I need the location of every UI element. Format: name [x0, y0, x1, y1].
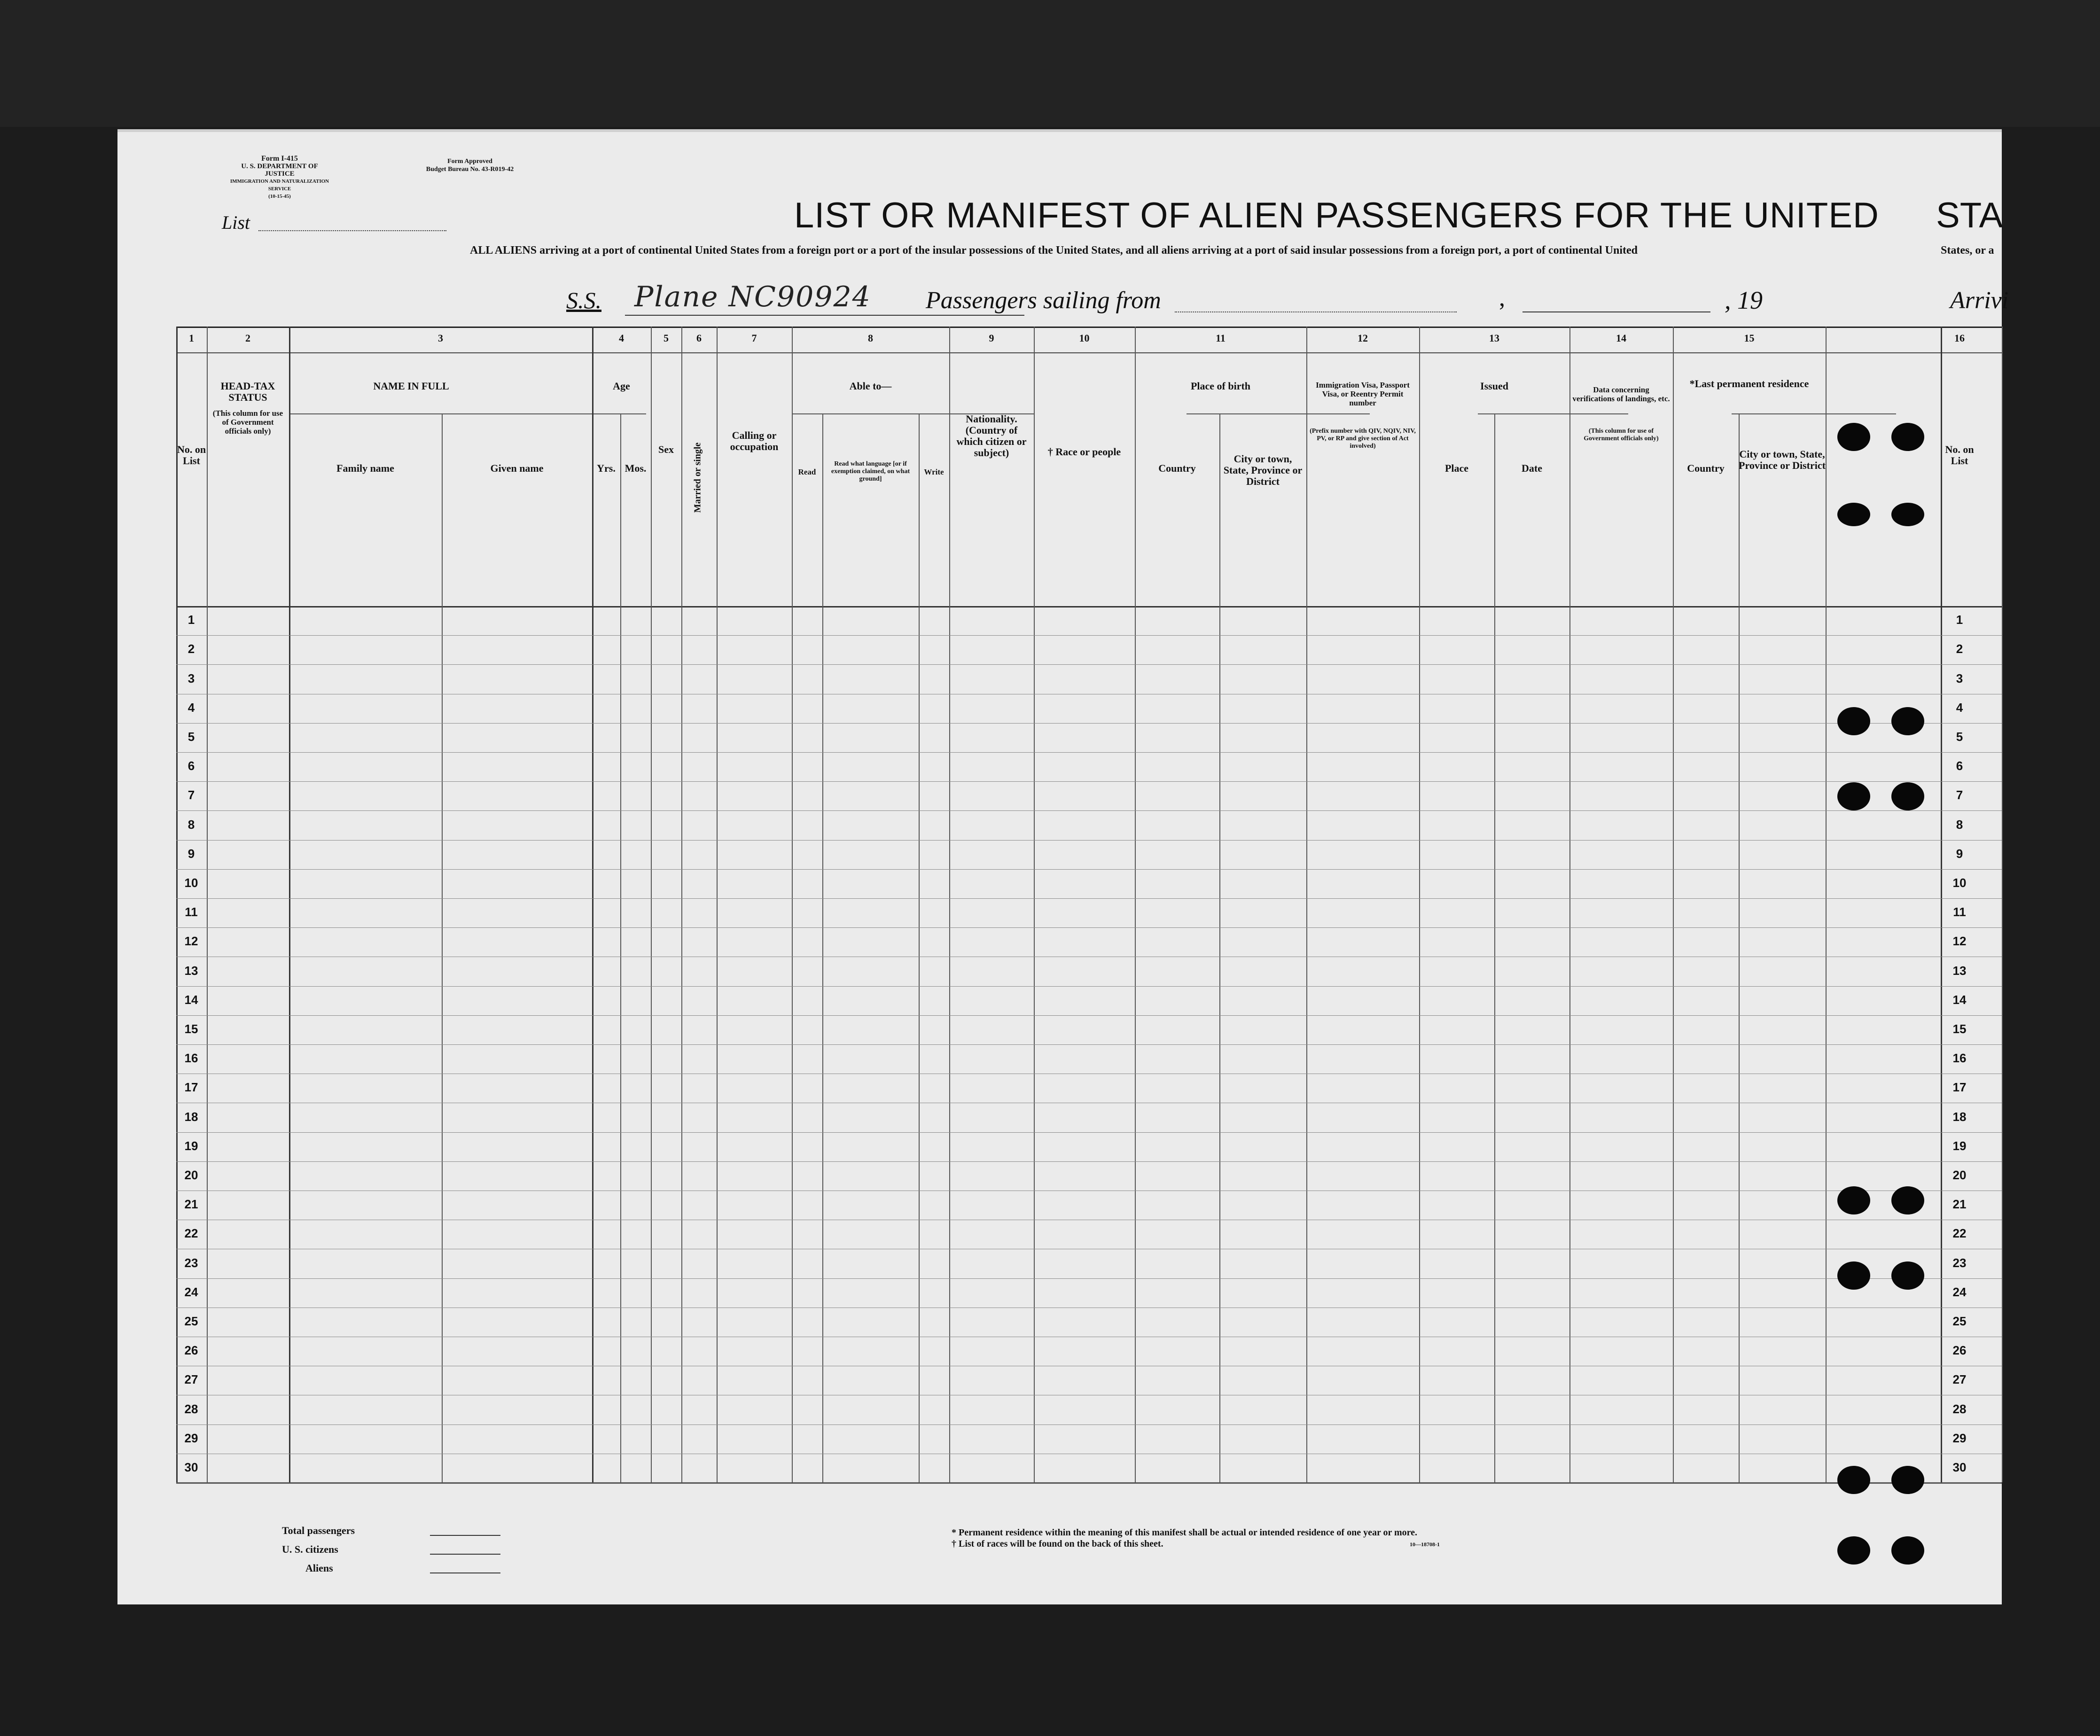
row-number-left: 29	[184, 1431, 198, 1445]
calling-header: Calling or occupation	[730, 429, 779, 452]
col-border	[1135, 327, 1136, 1482]
col-border	[1739, 413, 1740, 1482]
visa-header: Immigration Visa, Passport Visa, or Reentry Permit number	[1316, 381, 1410, 407]
write-header: Write	[924, 467, 944, 476]
row-number-left: 7	[187, 788, 195, 802]
arriving-label: Arrivi	[1950, 287, 2009, 314]
table-row-line	[176, 1015, 2002, 1016]
footnote-residence: * Permanent residence within the meaning of this manifest shall be actual or intended residence of one year or more.	[952, 1527, 1418, 1538]
row-number-right: 16	[1952, 1051, 1967, 1066]
no-on-list-header-right: No. on List	[1945, 444, 1974, 467]
row-number-left: 9	[187, 846, 195, 861]
row-number-right: 9	[1956, 846, 1963, 861]
form-date: (10-15-45)	[268, 194, 291, 199]
table-row-line	[176, 869, 2002, 870]
col-number-15: 15	[1744, 332, 1755, 344]
ss-handwritten-value: Plane NC90924	[634, 280, 871, 313]
name-subheader-line	[289, 413, 533, 414]
page-title: LIST OR MANIFEST OF ALIEN PASSENGERS FOR THE UNITED	[794, 195, 1879, 235]
us-citizens-field	[430, 1554, 500, 1555]
year-prefix: , 19	[1725, 286, 1763, 314]
paper-edge	[117, 129, 2002, 132]
col-border	[1034, 327, 1035, 1482]
col-number-2: 2	[245, 332, 250, 344]
service: IMMIGRATION AND NATURALIZATION SERVICE	[230, 179, 329, 192]
row-number-left: 12	[184, 934, 198, 949]
binder-hole	[1837, 1466, 1870, 1494]
age-header: Age	[613, 380, 630, 392]
birth-subheader-line	[1187, 413, 1370, 414]
col-border	[681, 327, 682, 1482]
row-number-right: 25	[1952, 1314, 1967, 1328]
binder-hole	[1837, 423, 1870, 451]
form-id-block	[226, 155, 334, 200]
row-number-right: 2	[1956, 642, 1963, 656]
col-number-5: 5	[664, 332, 669, 344]
form-approved: Form Approved	[447, 158, 492, 165]
row-number-right: 18	[1952, 1109, 1967, 1124]
row-number-right: 28	[1952, 1401, 1967, 1416]
binder-hole	[1891, 423, 1924, 451]
table-row-line	[176, 781, 2002, 782]
col-number-16: 16	[1954, 332, 1965, 344]
row-number-left: 26	[184, 1343, 198, 1358]
yrs-header: Yrs.	[597, 462, 616, 474]
row-number-left: 19	[184, 1138, 198, 1153]
binder-hole	[1837, 707, 1870, 735]
row-number-right: 5	[1956, 730, 1963, 744]
footnotes	[952, 1527, 1417, 1549]
footnote-races: † List of races will be found on the back of this sheet.	[952, 1539, 1163, 1549]
row-number-left: 27	[184, 1372, 198, 1387]
row-number-right: 24	[1952, 1284, 1967, 1299]
residence-country-header: Country	[1687, 462, 1725, 474]
row-number-right: 14	[1952, 992, 1967, 1007]
read-header: Read	[798, 467, 816, 476]
comma: ,	[1499, 285, 1505, 311]
list-field	[258, 230, 446, 231]
name-in-full-header: NAME IN FULL	[373, 380, 449, 392]
col-border	[1673, 327, 1674, 1482]
col-number-3: 3	[438, 332, 443, 344]
col-number-13: 13	[1489, 332, 1499, 344]
binder-hole	[1891, 1186, 1924, 1214]
row-number-left: 16	[184, 1051, 198, 1066]
header-bottom-border	[176, 606, 2002, 607]
binder-hole	[1891, 1466, 1924, 1494]
last-residence-header: *Last permanent residence	[1689, 378, 1809, 389]
sailing-label: Passengers sailing from	[926, 287, 1161, 314]
issued-subheader-line	[1478, 413, 1628, 414]
row-number-right: 7	[1956, 788, 1963, 802]
col-border	[176, 327, 178, 1482]
col-border	[792, 327, 793, 1482]
race-header: † Race or people	[1047, 446, 1121, 458]
col-number-1: 1	[189, 332, 194, 344]
head-tax-note: (This column for use of Government officials only)	[212, 409, 283, 436]
binder-hole	[1891, 1261, 1924, 1290]
col-border	[442, 413, 443, 1482]
binder-hole	[1837, 1536, 1870, 1565]
column-number-divider	[176, 352, 2002, 353]
manifest-table	[176, 327, 2002, 1482]
age-subheader-line	[533, 413, 646, 414]
row-number-left: 1	[187, 613, 195, 627]
row-number-left: 6	[187, 759, 195, 773]
ss-field-line	[625, 315, 1024, 316]
row-number-right: 8	[1956, 817, 1963, 832]
col-number-6: 6	[696, 332, 702, 344]
table-row-line	[176, 1044, 2002, 1045]
col-border	[822, 413, 823, 1482]
col-border	[919, 413, 920, 1482]
budget-bureau: Budget Bureau No. 43-R019-42	[426, 166, 514, 173]
subtitle-continued: States, or a	[1941, 244, 1994, 257]
col-number-7: 7	[751, 332, 757, 344]
table-row-line	[176, 986, 2002, 987]
binder-hole	[1891, 782, 1924, 810]
row-number-right: 21	[1952, 1197, 1967, 1212]
scan-border	[0, 0, 2100, 127]
total-passengers-label: Total passengers	[282, 1525, 355, 1536]
row-number-left: 28	[184, 1401, 198, 1416]
form-number: Form I-415	[261, 155, 298, 163]
col-border	[620, 413, 621, 1482]
col-number-8: 8	[868, 332, 873, 344]
col-border	[289, 327, 290, 1482]
col-number-9: 9	[989, 332, 994, 344]
total-passengers-field	[430, 1535, 500, 1536]
table-row-line	[176, 1132, 2002, 1133]
table-row-line	[176, 752, 2002, 753]
row-number-right: 27	[1952, 1372, 1967, 1387]
table-row-line	[176, 723, 2002, 724]
row-number-right: 17	[1952, 1080, 1967, 1095]
given-name-header: Given name	[490, 462, 544, 474]
col-border	[1826, 327, 1827, 1482]
table-top-border	[176, 327, 2002, 328]
row-number-left: 17	[184, 1080, 198, 1095]
row-number-left: 11	[185, 905, 198, 919]
able-to-header: Able to—	[849, 380, 892, 392]
row-number-left: 21	[184, 1197, 198, 1212]
mos-header: Mos.	[625, 462, 647, 474]
birth-city-header: City or town, State, Province or District	[1223, 453, 1303, 487]
row-number-right: 3	[1956, 671, 1963, 685]
table-row-line	[176, 1278, 2002, 1279]
binder-hole	[1837, 782, 1870, 810]
row-number-left: 8	[187, 817, 195, 832]
col-border	[651, 327, 652, 1482]
issued-place-header: Place	[1444, 462, 1469, 474]
row-number-right: 29	[1952, 1431, 1967, 1445]
subtitle: ALL ALIENS arriving at a port of continental United States from a foreign port or a port of the insular possessions of the United States, and all aliens arriving at a port of said insular possessions from a foreign port, a port of continental United	[470, 244, 1638, 257]
col-border	[1941, 327, 1942, 1482]
form-approved-block	[399, 157, 540, 173]
row-number-right: 11	[1953, 905, 1966, 919]
row-number-right: 15	[1952, 1022, 1967, 1036]
birth-country-header: Country	[1158, 462, 1196, 474]
row-number-left: 14	[184, 992, 198, 1007]
aliens-label: Aliens	[305, 1562, 333, 1574]
row-number-right: 30	[1952, 1460, 1967, 1474]
binder-hole	[1837, 1186, 1870, 1214]
data-concerning-note: (This column for use of Government officials only)	[1584, 428, 1659, 442]
row-number-right: 23	[1952, 1255, 1967, 1270]
row-number-left: 24	[184, 1284, 198, 1299]
residence-subheader-line	[1732, 413, 1896, 414]
row-number-right: 6	[1956, 759, 1963, 773]
table-row-line	[176, 635, 2002, 636]
col-border	[1419, 327, 1420, 1482]
row-number-left: 10	[184, 876, 198, 890]
nationality-header: Nationality. (Country of which citizen or subject)	[956, 413, 1027, 459]
col-number-14: 14	[1616, 332, 1626, 344]
col-number-11: 11	[1216, 332, 1226, 344]
row-number-left: 20	[184, 1168, 198, 1182]
table-row-line	[176, 898, 2002, 899]
sailing-from-field	[1175, 311, 1457, 312]
row-number-left: 23	[184, 1255, 198, 1270]
place-of-birth-header: Place of birth	[1190, 380, 1251, 392]
col-border	[949, 327, 950, 1482]
row-number-right: 19	[1952, 1138, 1967, 1153]
col-border	[717, 327, 718, 1482]
department: U. S. DEPARTMENT OF JUSTICE	[241, 163, 318, 178]
sailing-date-field	[1522, 311, 1710, 312]
binder-hole	[1837, 503, 1870, 526]
row-number-right: 22	[1952, 1226, 1967, 1241]
form-print-code: 10—18708-1	[1410, 1541, 1440, 1548]
manifest-sheet	[117, 129, 2009, 1604]
table-row-line	[176, 1161, 2002, 1162]
col-number-10: 10	[1079, 332, 1090, 344]
col-border	[1219, 413, 1220, 1482]
col-border	[2002, 327, 2003, 1482]
row-number-right: 13	[1952, 963, 1967, 978]
col-number-4: 4	[619, 332, 624, 344]
table-row-line	[176, 840, 2002, 841]
residence-city-header: City or town, State, Province or District	[1739, 448, 1826, 471]
row-number-left: 15	[184, 1022, 198, 1036]
row-number-left: 4	[187, 700, 195, 715]
row-number-left: 2	[187, 642, 195, 656]
binder-hole	[1891, 503, 1924, 526]
binder-hole	[1837, 1261, 1870, 1290]
table-row-line	[176, 810, 2002, 811]
ss-label: S.S.	[566, 287, 601, 313]
married-header: Married or single	[692, 442, 703, 513]
data-concerning-header: Data concerning verifications of landings, etc.	[1572, 385, 1670, 403]
row-number-left: 13	[184, 963, 198, 978]
family-name-header: Family name	[336, 462, 394, 474]
col-number-12: 12	[1358, 332, 1368, 344]
col-border	[1494, 413, 1495, 1482]
table-row-line	[176, 927, 2002, 928]
no-on-list-header: No. on List	[177, 444, 206, 467]
table-row-line	[176, 664, 2002, 665]
row-number-left: 25	[184, 1314, 198, 1328]
head-tax-header: HEAD-TAX STATUS	[220, 380, 275, 403]
col-border	[207, 327, 208, 1482]
issued-header: Issued	[1480, 380, 1508, 392]
row-number-left: 3	[187, 671, 195, 685]
issued-date-header: Date	[1522, 462, 1542, 474]
page-title-continued: STA	[1936, 195, 2003, 235]
row-number-left: 30	[184, 1460, 198, 1474]
binder-hole	[1891, 1536, 1924, 1565]
us-citizens-label: U. S. citizens	[282, 1543, 338, 1555]
row-number-right: 20	[1952, 1168, 1967, 1182]
row-number-left: 18	[184, 1109, 198, 1124]
row-number-right: 26	[1952, 1343, 1967, 1358]
visa-note: (Prefix number with QIV, NQIV, NIV, PV, or RP and give section of Act involved)	[1310, 428, 1416, 450]
row-number-right: 1	[1956, 613, 1963, 627]
read-language-header: Read what language [or if exemption claimed, on what ground]	[831, 460, 910, 483]
row-number-right: 4	[1956, 700, 1963, 715]
row-number-left: 5	[187, 730, 195, 744]
col-border	[1569, 327, 1570, 1482]
row-number-right: 12	[1952, 934, 1967, 949]
binder-hole	[1891, 707, 1924, 735]
col-border	[592, 327, 593, 1482]
row-number-right: 10	[1952, 876, 1967, 890]
sex-header: Sex	[658, 444, 674, 455]
list-label: List	[222, 212, 250, 233]
col-border	[1306, 327, 1307, 1482]
row-number-left: 22	[184, 1226, 198, 1241]
